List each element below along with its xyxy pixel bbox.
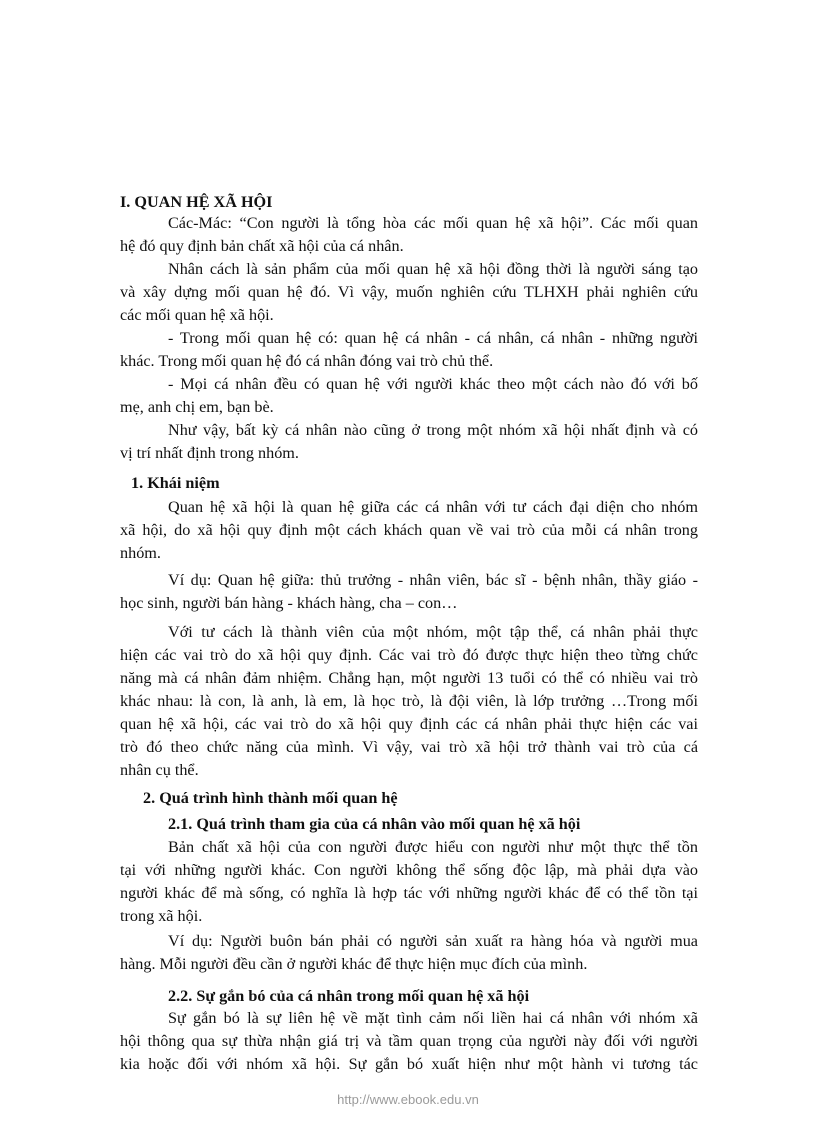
- subsection-heading: 2. Quá trình hình thành mối quan hệ: [143, 789, 398, 807]
- paragraph-line: Bản chất xã hội của con người được hiểu con người như một thực thể tồn: [168, 838, 698, 856]
- paragraph-line: Ví dụ: Người buôn bán phải có người sản xuất ra hàng hóa và người mua: [168, 932, 698, 950]
- paragraph-line: - Trong mối quan hệ có: quan hệ cá nhân - cá nhân, cá nhân - những người: [168, 329, 698, 347]
- paragraph-line: Như vậy, bất kỳ cá nhân nào cũng ở trong một nhóm xã hội nhất định và có: [168, 421, 698, 439]
- subsection-heading: 2.1. Quá trình tham gia của cá nhân vào mối quan hệ xã hội: [168, 815, 581, 833]
- paragraph-line: kia hoặc đối với nhóm xã hội. Sự gắn bó xuất hiện như một hành vi tương tác: [120, 1055, 698, 1073]
- paragraph-line: các mối quan hệ xã hội.: [120, 306, 274, 324]
- paragraph-line: trò đó theo chức năng của mình. Vì vậy, vai trò xã hội trở thành vai trò của cá: [120, 738, 698, 756]
- paragraph-line: hàng. Mỗi người đều cần ở người khác để thực hiện mục đích của mình.: [120, 955, 588, 973]
- paragraph-line: trong xã hội.: [120, 907, 203, 925]
- paragraph-line: quan hệ xã hội, các vai trò do xã hội quy định các cá nhân phải thực hiện các vai: [120, 715, 698, 733]
- paragraph-line: Các-Mác: “Con người là tổng hòa các mối quan hệ xã hội”. Các mối quan: [168, 214, 698, 232]
- paragraph-line: Với tư cách là thành viên của một nhóm, một tập thể, cá nhân phải thực: [168, 623, 698, 641]
- footer-url[interactable]: http://www.ebook.edu.vn: [337, 1092, 479, 1107]
- paragraph-line: hệ đó quy định bản chất xã hội của cá nhân.: [120, 237, 404, 255]
- paragraph-line: nhóm.: [120, 544, 161, 562]
- subsection-heading: 2.2. Sự gắn bó của cá nhân trong mối quan hệ xã hội: [168, 987, 530, 1005]
- subsection-heading: 1. Khái niệm: [131, 474, 220, 492]
- paragraph-line: nhân cụ thể.: [120, 761, 199, 779]
- section-heading: I. QUAN HỆ XÃ HỘI: [120, 193, 273, 211]
- paragraph-line: Quan hệ xã hội là quan hệ giữa các cá nhân với tư cách đại diện cho nhóm: [168, 498, 698, 516]
- paragraph-line: năng mà cá nhân đảm nhiệm. Chẳng hạn, một người 13 tuổi có thể có nhiều vai trò: [120, 669, 698, 687]
- paragraph-line: Nhân cách là sản phẩm của mối quan hệ xã hội đồng thời là người sáng tạo: [168, 260, 698, 278]
- paragraph-line: tại với những người khác. Con người không thể sống độc lập, mà phải dựa vào: [120, 861, 698, 879]
- paragraph-line: - Mọi cá nhân đều có quan hệ với người khác theo một cách nào đó với bố: [168, 375, 698, 393]
- paragraph-line: khác nhau: là con, là anh, là em, là học trò, là đội viên, là lớp trưởng …Trong mối: [120, 692, 698, 710]
- paragraph-line: Sự gắn bó là sự liên hệ về mặt tình cảm nối liền hai cá nhân với nhóm xã: [168, 1009, 698, 1027]
- paragraph-line: khác. Trong mối quan hệ đó cá nhân đóng vai trò chủ thể.: [120, 352, 494, 370]
- paragraph-line: Ví dụ: Quan hệ giữa: thủ trưởng - nhân viên, bác sĩ - bệnh nhân, thầy giáo -: [168, 571, 698, 589]
- paragraph-line: hội thông qua sự thừa nhận giá trị và tầm quan trọng của người này đối với người: [120, 1032, 698, 1050]
- paragraph-line: vị trí nhất định trong nhóm.: [120, 444, 299, 462]
- paragraph-line: hiện các vai trò do xã hội quy định. Các vai trò đó được thực hiện theo từng chức: [120, 646, 698, 664]
- paragraph-line: người khác để mà sống, có nghĩa là hợp tác với những người khác để có thể tồn tại: [120, 884, 698, 902]
- paragraph-line: và xây dựng mối quan hệ đó. Vì vậy, muốn nghiên cứu TLHXH phải nghiên cứu: [120, 283, 698, 301]
- paragraph-line: mẹ, anh chị em, bạn bè.: [120, 398, 274, 416]
- paragraph-line: xã hội, do xã hội quy định một cách khách quan về vai trò của mỗi cá nhân trong: [120, 521, 698, 539]
- paragraph-line: học sinh, người bán hàng - khách hàng, cha – con…: [120, 594, 458, 612]
